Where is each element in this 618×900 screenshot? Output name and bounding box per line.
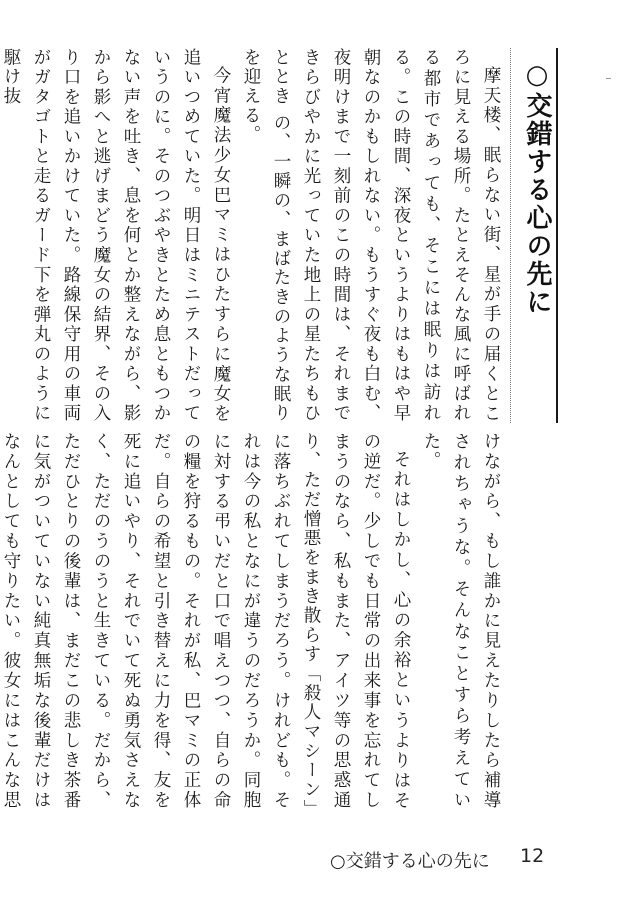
paragraph: けながら、もし誰かに見えたりしたら補導されちゃうな。そんなことすら考えていた。: [421, 432, 501, 810]
page-number: 12: [520, 845, 545, 867]
running-footer-title: ○交錯する心の先に: [330, 851, 490, 872]
paragraph: 今宵魔法少女巴マミはひたすらに魔女を追いつめていた。明日はミニテストだっていうのに。そのつぶやきとため息ともつかない声を吐き、息を何とか整えながら、影から影へと逃げまどう魔女の結界、その入り口を追いかけていた。路線保守用の車両がガタゴトと走るガード下を弾丸のように駆け抜: [1, 48, 231, 423]
chapter-title: ○交錯する心の先に: [522, 60, 552, 316]
chapter-heading: [510, 48, 558, 423]
body-text-upper: [1, 48, 506, 423]
heading-dotted-rule: [510, 48, 511, 423]
paragraph: それはしかし、心の余裕というよりはその逆だ。少しでも日常の出来事を忘れてしまうのなら、私もまた、アイツ等の思惑通り、ただ憎悪をまき散らす「殺人マシーン」に落ちぶれてしまうだろう。けれども。それは今の私となにが違うのだろうか。同胞に対する弔いだと口で唱えつつ、自らの命の糧を狩るもの。それが私、巴マミの正体だ。自らの希望と引き替えに力を得、友を死に追いやり、それでいて死ぬ勇気さえなく、ただのうのうと生きている。だから、ただひとりの後輩は、まだこの悲しき茶番に気がついていない純真無垢な後輩だけはなんとしても守りたい。彼女にはこんな思: [1, 432, 411, 810]
body-text-lower: [1, 432, 506, 810]
margin-tick: [606, 78, 611, 79]
paragraph: 摩天楼、眠らない街、星が手の届くところに見える場所。たとえそんな風に呼ばれる都市であっても、そこには眠りは訪れる。この時間、深夜というよりはもはや早朝なのかもしれない。もうすぐ夜も白む、夜明けまで一刻前のこの時間は、それまできらびやかに光っていた地上の星たちもひととき の、一瞬の、まばたきのような眠りを迎える。: [241, 48, 501, 423]
